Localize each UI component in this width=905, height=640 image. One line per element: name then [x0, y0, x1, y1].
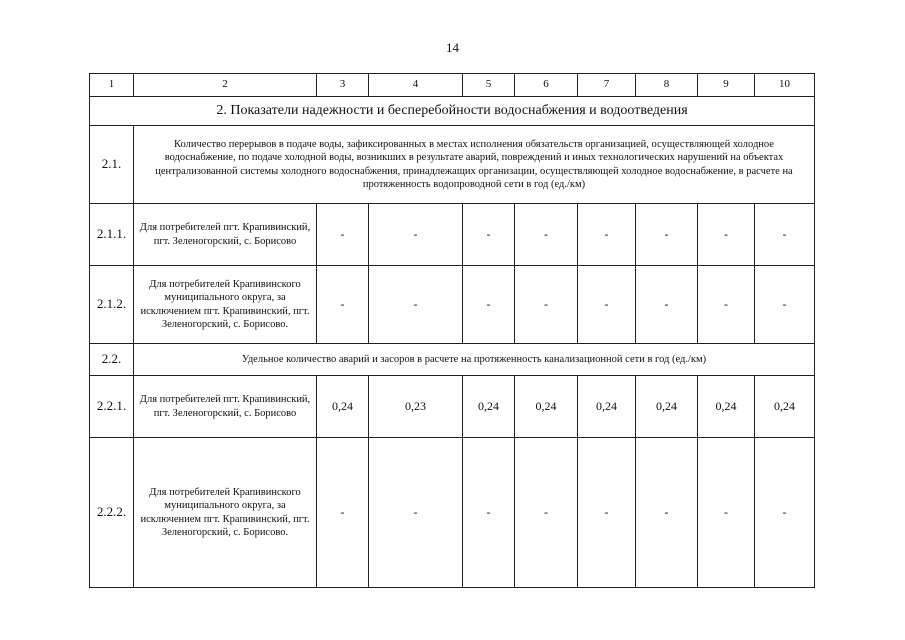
- indicators-table: [89, 73, 815, 588]
- row-code: 2.1.1.: [90, 204, 134, 266]
- row-code: 2.1.2.: [90, 266, 134, 344]
- header-cell: 3: [317, 74, 369, 97]
- header-cell: 6: [515, 74, 578, 97]
- header-cell: 8: [636, 74, 698, 97]
- group-row-2-2: [90, 344, 815, 376]
- header-cell: 9: [698, 74, 755, 97]
- group-description: Количество перерывов в подаче воды, зафиксированных в местах исполнения обязательств организацией, осуществляющей холодное водоснабжение, по подаче холодной воды, возникших в результате аварий, повреждений и иных технологических нарушений на объектах централизованной системы холодного водоснабжения, принадлежащих организации, осуществляющей холодное водоснабжение, в расчете на протяженность водопроводной сети в год (ед./км): [134, 126, 815, 204]
- table-row: [90, 438, 815, 588]
- value-cell: -: [515, 204, 578, 266]
- section-title-row: [90, 97, 815, 126]
- value-cell: -: [369, 204, 463, 266]
- value-cell: -: [755, 204, 815, 266]
- header-row: [90, 74, 815, 97]
- value-cell: -: [515, 438, 578, 588]
- section-title: 2. Показатели надежности и бесперебойности водоснабжения и водоотведения: [90, 97, 815, 126]
- value-cell: -: [698, 438, 755, 588]
- header-cell: 7: [578, 74, 636, 97]
- value-cell: 0,24: [698, 376, 755, 438]
- header-cell: 4: [369, 74, 463, 97]
- value-cell: -: [578, 266, 636, 344]
- value-cell: -: [317, 438, 369, 588]
- value-cell: -: [578, 204, 636, 266]
- row-code: 2.2.2.: [90, 438, 134, 588]
- table-row: [90, 266, 815, 344]
- value-cell: -: [698, 204, 755, 266]
- value-cell: -: [463, 438, 515, 588]
- value-cell: -: [578, 438, 636, 588]
- row-label: Для потребителей пгт. Крапивинский, пгт. Зеленогорский, с. Борисово: [134, 204, 317, 266]
- value-cell: 0,24: [755, 376, 815, 438]
- table-row: [90, 376, 815, 438]
- value-cell: 0,24: [317, 376, 369, 438]
- group-row-2-1: [90, 126, 815, 204]
- value-cell: -: [369, 266, 463, 344]
- value-cell: -: [698, 266, 755, 344]
- value-cell: -: [463, 204, 515, 266]
- value-cell: -: [755, 438, 815, 588]
- value-cell: -: [755, 266, 815, 344]
- header-cell: 2: [134, 74, 317, 97]
- value-cell: -: [317, 204, 369, 266]
- row-label: Для потребителей пгт. Крапивинский, пгт. Зеленогорский, с. Борисово: [134, 376, 317, 438]
- row-label: Для потребителей Крапивинского муниципального округа, за исключением пгт. Крапивинский, пгт. Зеленогорский, с. Борисово.: [134, 266, 317, 344]
- value-cell: -: [317, 266, 369, 344]
- page-number: 14: [446, 40, 459, 55]
- value-cell: -: [463, 266, 515, 344]
- group-code: 2.1.: [90, 126, 134, 204]
- table-row: [90, 204, 815, 266]
- value-cell: 0,23: [369, 376, 463, 438]
- header-cell: 1: [90, 74, 134, 97]
- value-cell: -: [369, 438, 463, 588]
- value-cell: 0,24: [578, 376, 636, 438]
- group-code: 2.2.: [90, 344, 134, 376]
- value-cell: 0,24: [463, 376, 515, 438]
- row-label: Для потребителей Крапивинского муниципального округа, за исключением пгт. Крапивинский, пгт. Зеленогорский, с. Борисово.: [134, 438, 317, 588]
- value-cell: -: [636, 204, 698, 266]
- header-cell: 5: [463, 74, 515, 97]
- value-cell: 0,24: [636, 376, 698, 438]
- group-description: Удельное количество аварий и засоров в расчете на протяженность канализационной сети в год (ед./км): [134, 344, 815, 376]
- header-cell: 10: [755, 74, 815, 97]
- value-cell: 0,24: [515, 376, 578, 438]
- value-cell: -: [636, 266, 698, 344]
- value-cell: -: [515, 266, 578, 344]
- value-cell: -: [636, 438, 698, 588]
- row-code: 2.2.1.: [90, 376, 134, 438]
